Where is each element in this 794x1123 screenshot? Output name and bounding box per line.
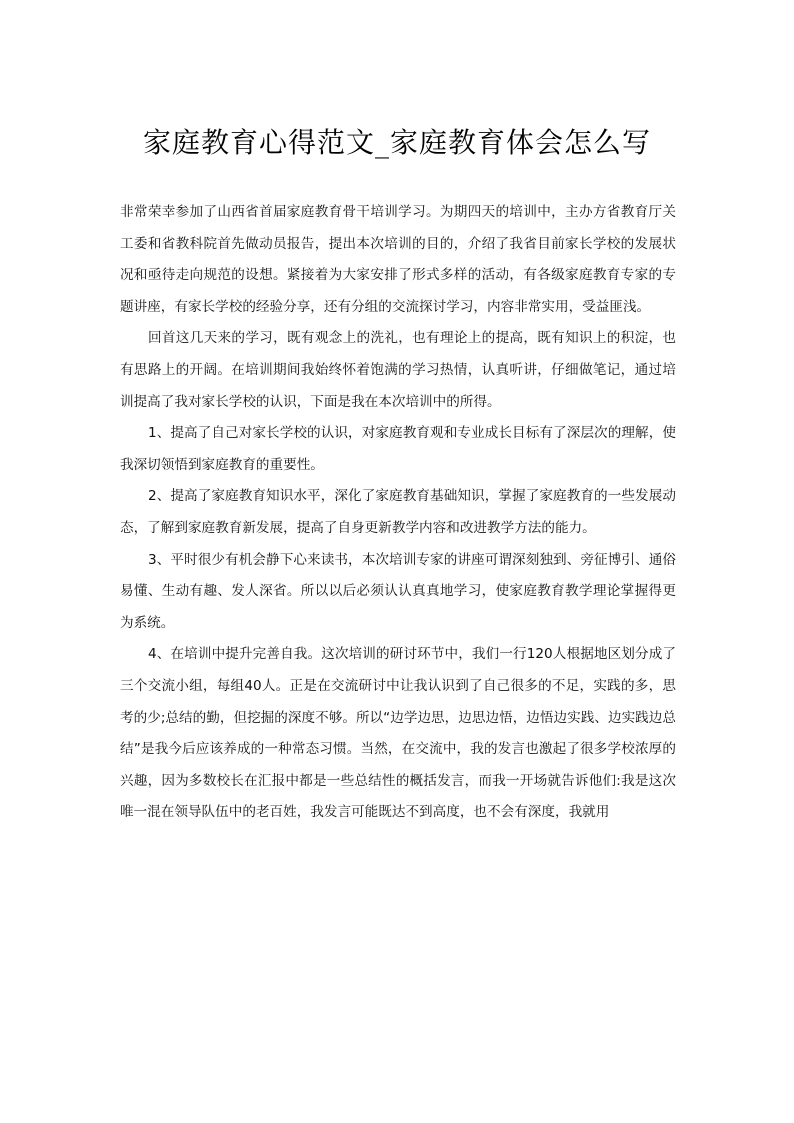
document-body	[120, 197, 676, 829]
paragraph-point-3: 3、平时很少有机会静下心来读书，本次培训专家的讲座可谓深刻独到、旁征博引、通俗易懂、生动有趣、发人深省。所以以后必须认认真真地学习，使家庭教育教学理论掌握得更为系统。	[120, 551, 676, 631]
paragraph-point-1: 1、提高了自己对家长学校的认识，对家庭教育观和专业成长目标有了深层次的理解，使我深切领悟到家庭教育的重要性。	[120, 425, 676, 473]
paragraph-intro: 非常荣幸参加了山西省首届家庭教育骨干培训学习。为期四天的培训中，主办方省教育厅关工委和省教科院首先做动员报告，提出本次培训的目的，介绍了我省目前家长学校的发展状况和亟待走向规范的设想。紧接着为大家安排了形式多样的活动，有各级家庭教育专家的专题讲座，有家长学校的经验分享，还有分组的交流探讨学习，内容非常实用，受益匪浅。	[120, 204, 676, 315]
document-title: 家庭教育心得范文_家庭教育体会怎么写	[142, 126, 651, 159]
paragraph-point-2: 2、提高了家庭教育知识水平，深化了家庭教育基础知识，掌握了家庭教育的一些发展动态，了解到家庭教育新发展，提高了自身更新教学内容和改进教学方法的能力。	[120, 488, 676, 536]
paragraph-point-4: 4、在培训中提升完善自我。这次培训的研讨环节中，我们一行120人根据地区划分成了三个交流小组，每组40人。正是在交流研讨中让我认识到了自己很多的不足，实践的多，思考的少;总结的勤，但挖掘的深度不够。所以“边学边思，边思边悟，边悟边实践、边实践边总结”是我今后应该养成的一种常态习惯。当然，在交流中，我的发言也激起了很多学校浓厚的兴趣，因为多数校长在汇报中都是一些总结性的概括发言，而我一开场就告诉他们:我是这次唯一混在领导队伍中的老百姓，我发言可能既达不到高度，也不会有深度，我就用	[120, 646, 676, 821]
paragraph-review: 回首这几天来的学习，既有观念上的洗礼，也有理论上的提高，既有知识上的积淀，也有思路上的开阔。在培训期间我始终怀着饱满的学习热情，认真听讲，仔细做笔记，通过培训提高了我对家长学校的认识，下面是我在本次培训中的所得。	[120, 330, 676, 410]
